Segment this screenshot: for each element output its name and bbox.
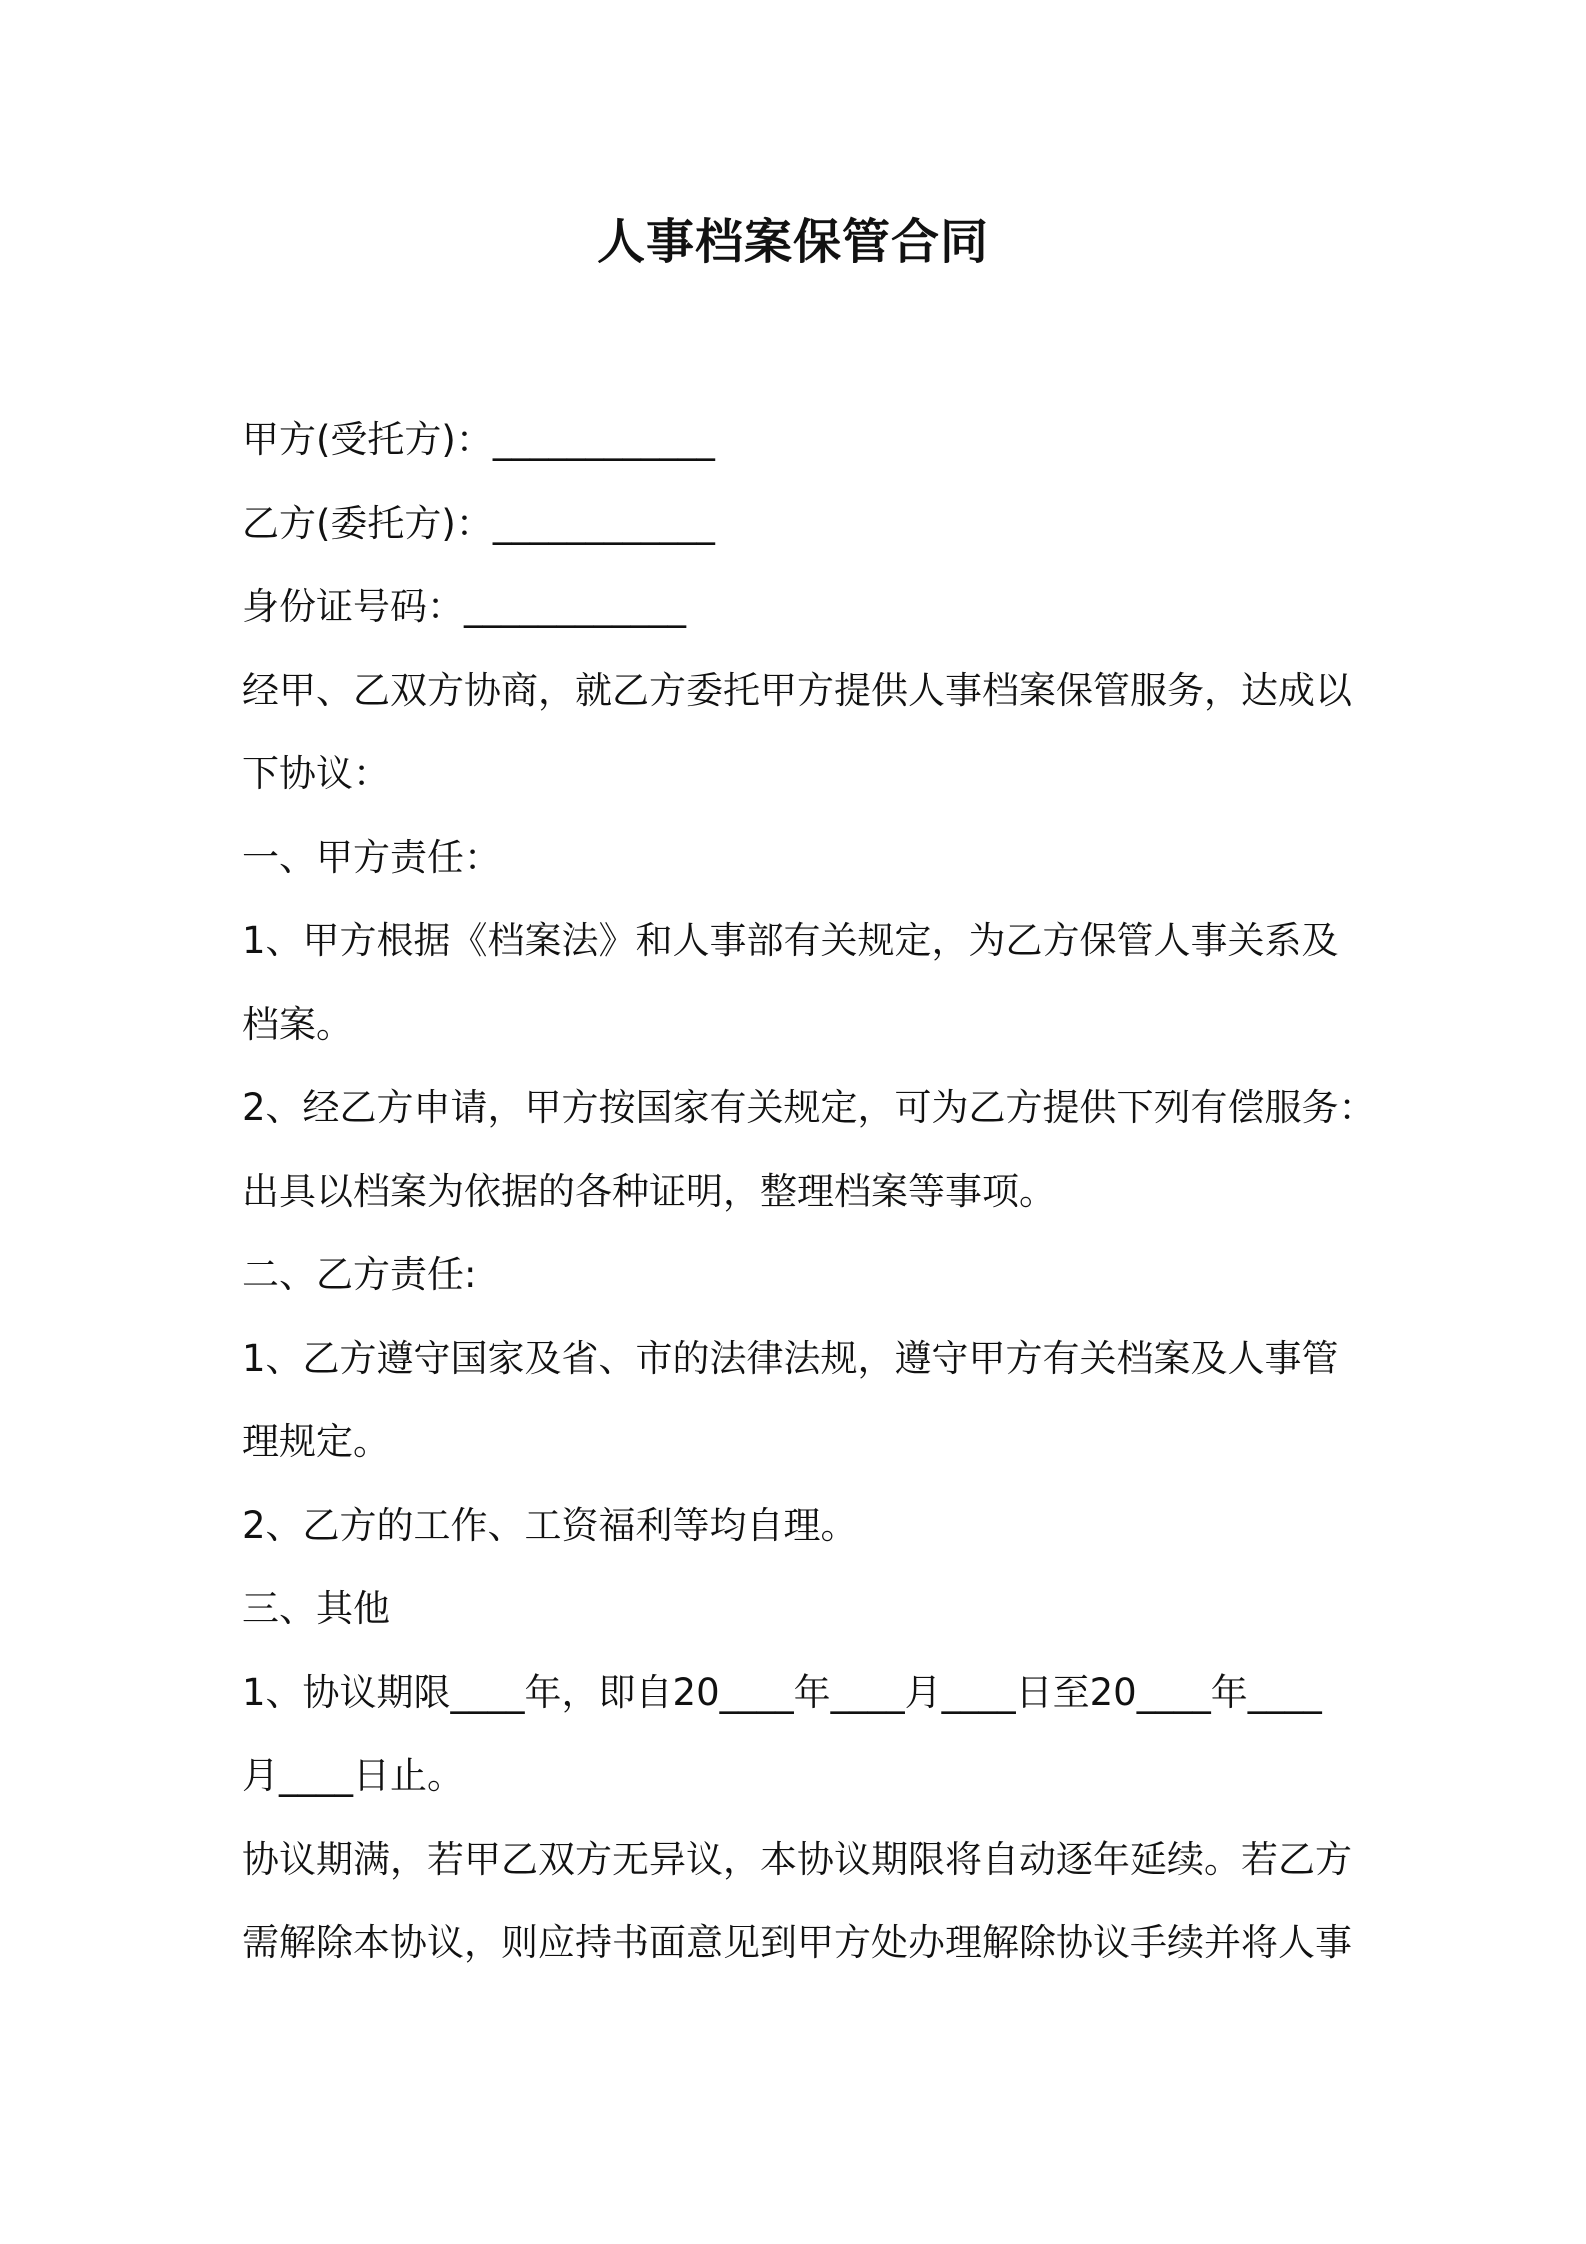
paragraph-line: 1、甲方根据《档案法》和人事部有关规定，为乙方保管人事关系及 (242, 919, 1339, 962)
section-heading: 一、甲方责任： (242, 835, 501, 879)
paragraph-line: 经甲、乙双方协商，就乙方委托甲方提供人事档案保管服务，达成以 (242, 668, 1352, 712)
paragraph-line: 1、乙方遵守国家及省、市的法律法规，遵守甲方有关档案及人事管 (242, 1336, 1339, 1380)
paragraph-line: 需解除本协议，则应持书面意见到甲方处办理解除协议手续并将人事 (242, 1921, 1352, 1964)
id-number-line: 身份证号码：____________ (242, 585, 686, 628)
paragraph-line: 协议期满，若甲乙双方无异议，本协议期限将自动逐年延续。若乙方 (242, 1837, 1352, 1881)
paragraph-line: 2、经乙方申请，甲方按国家有关规定，可为乙方提供下列有偿服务： (242, 1086, 1376, 1129)
section-heading: 二、乙方责任: (242, 1253, 477, 1296)
section-heading: 三、其他 (242, 1587, 390, 1630)
paragraph-line: 理规定。 (242, 1420, 390, 1463)
paragraph-line: 下协议： (242, 752, 390, 795)
paragraph-line: 月____日止。 (242, 1754, 464, 1797)
party-b-line: 乙方(委托方)：____________ (242, 501, 715, 545)
document-body (242, 407, 1376, 1994)
paragraph-line: 2、乙方的工作、工资福利等均自理。 (242, 1503, 858, 1547)
paragraph-line: 1、协议期限____年，即自20____年____月____日至20____年____ (242, 1670, 1322, 1714)
party-a-line: 甲方(受托方)：____________ (242, 418, 715, 461)
document-title: 人事档案保管合同 (596, 214, 989, 270)
paragraph-line: 出具以档案为依据的各种证明，整理档案等事项。 (242, 1169, 1056, 1213)
paragraph-line: 档案。 (242, 1002, 353, 1046)
